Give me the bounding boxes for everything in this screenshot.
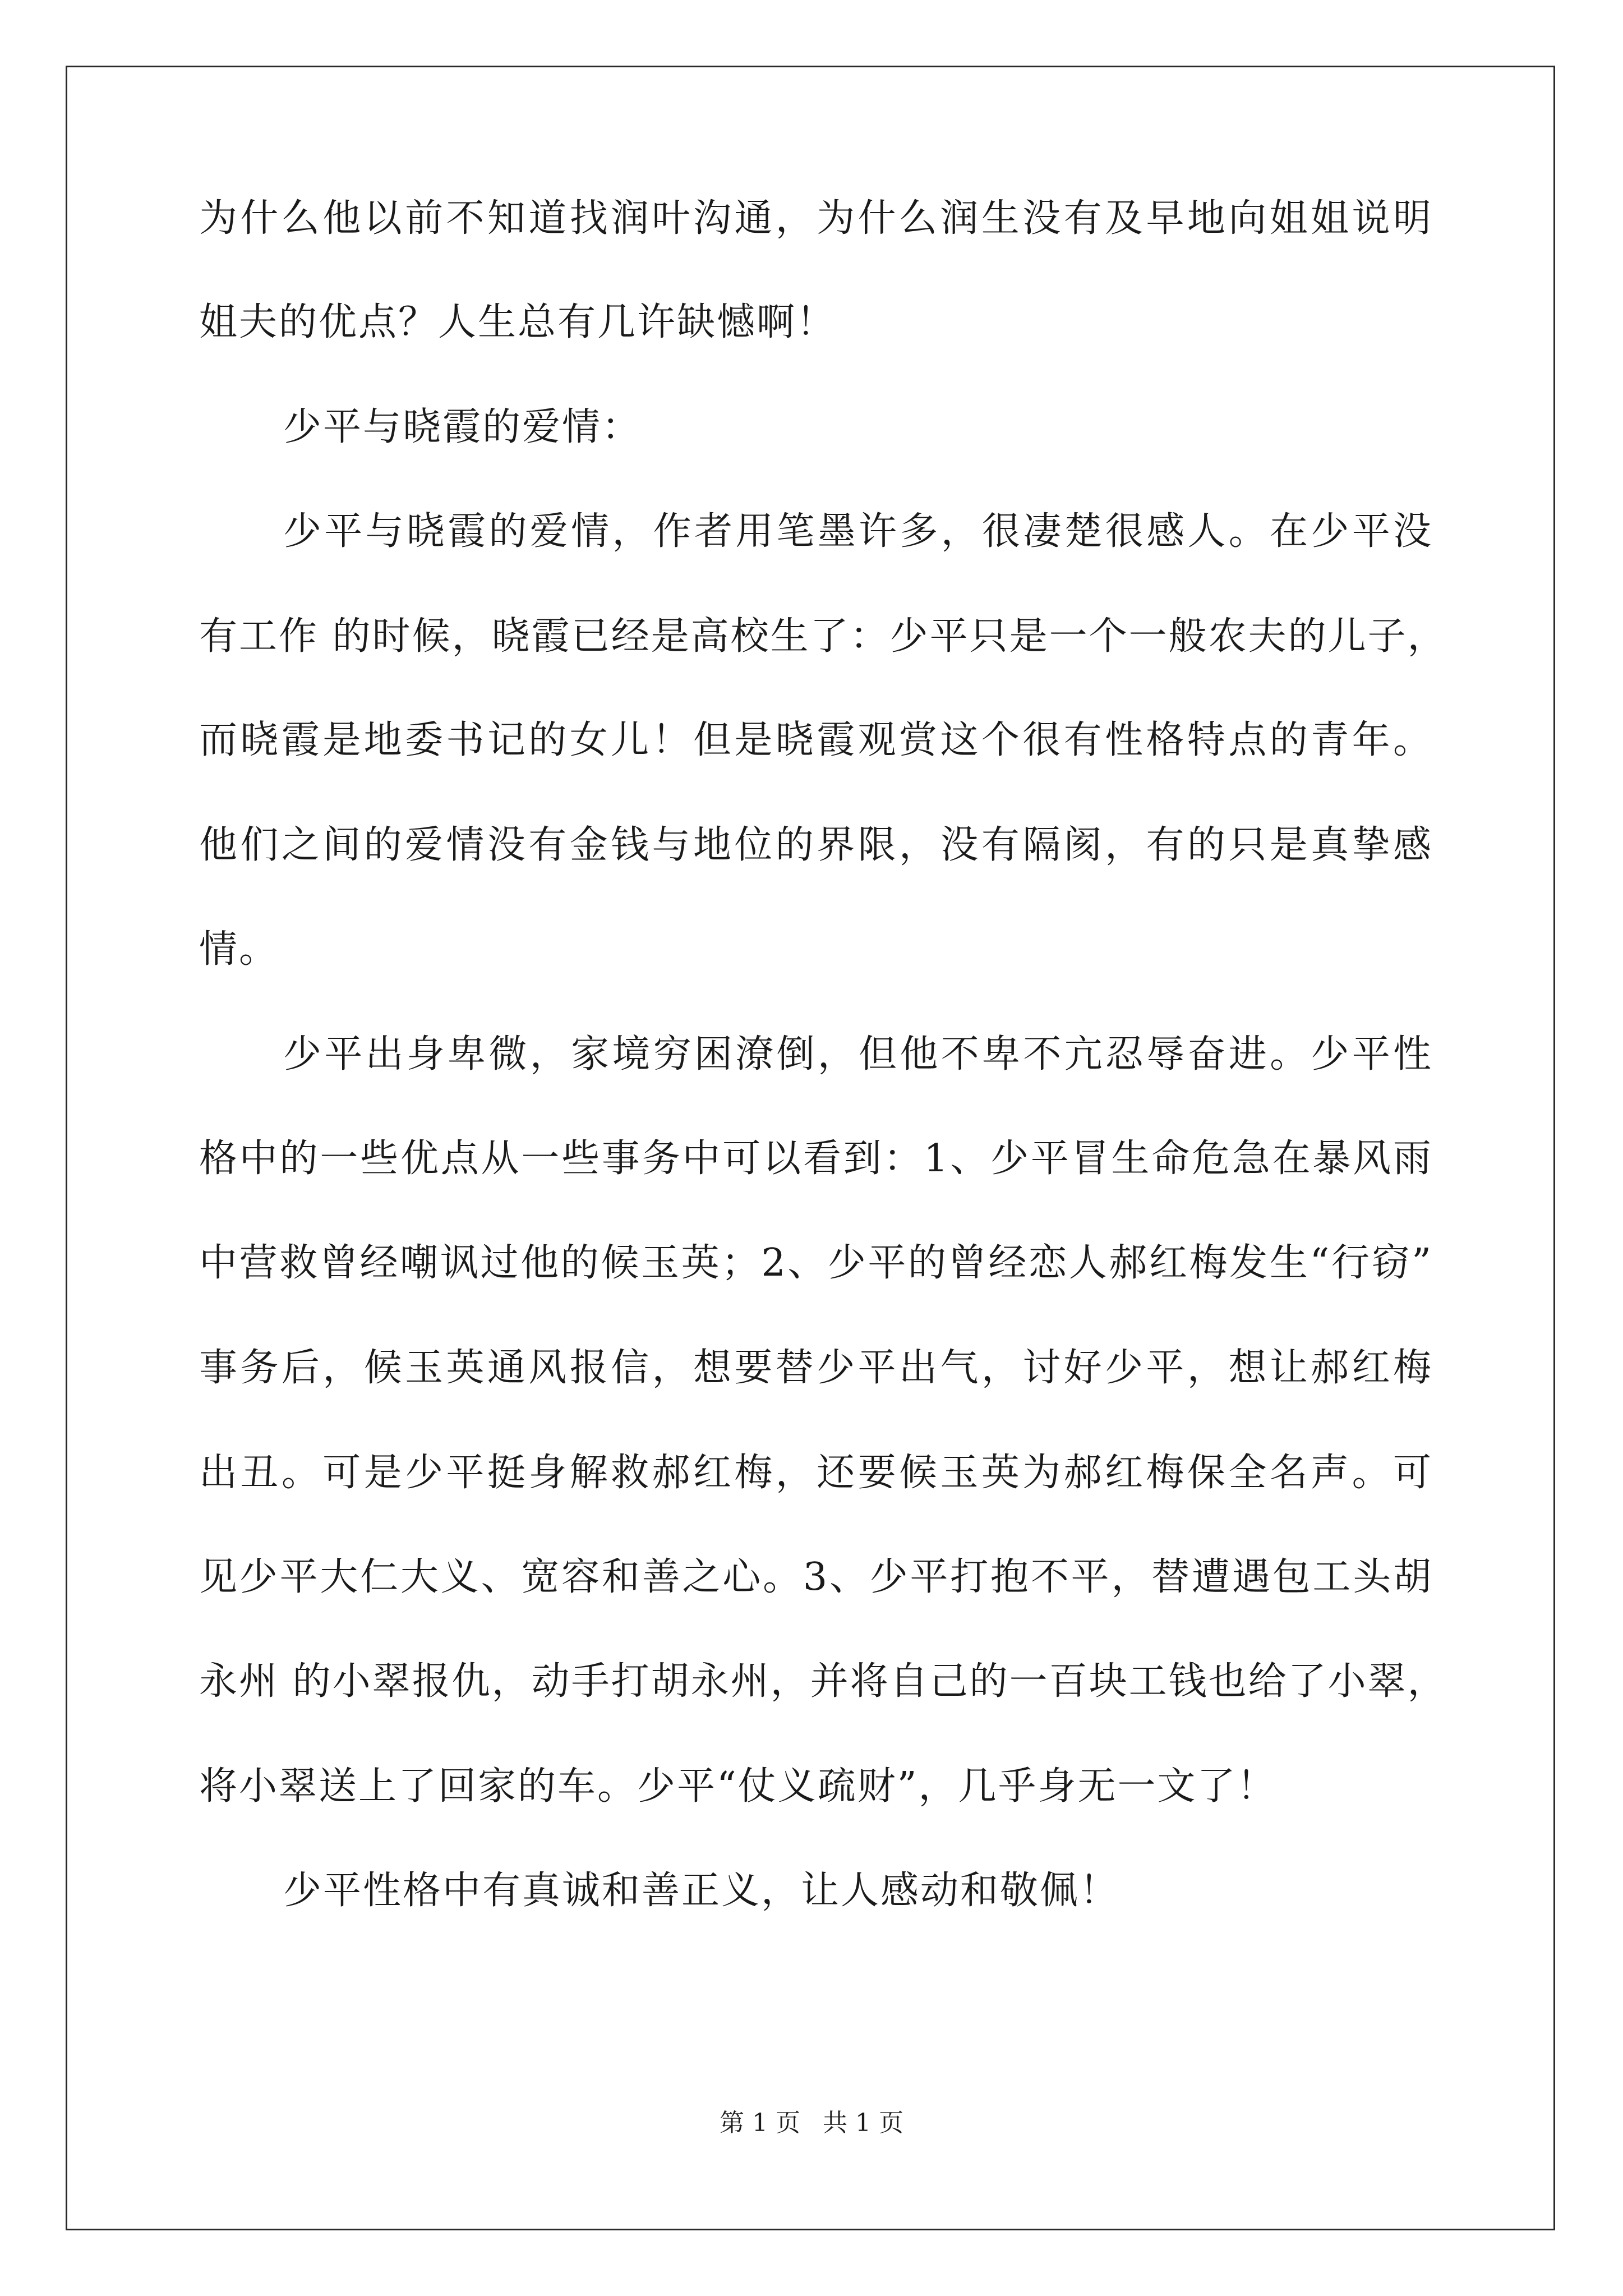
text-line: 永州 的小翠报仇，动手打胡永州，并将自己的一百块工钱也给了小翠， xyxy=(199,1659,1447,1704)
text-line: 少平性格中有真诚和善正义，让人感动和敬佩！ xyxy=(283,1869,1120,1913)
text-line: 格中的一些优点从一些事务中可以看到：1、少平冒生命危急在暴风雨 xyxy=(199,1137,1433,1181)
text-line: 见少平大仁大义、宽容和善之心。3、少平打抱不平，替遭遇包工头胡 xyxy=(199,1555,1433,1599)
text-line: 事务后，候玉英通风报信，想要替少平出气，讨好少平，想让郝红梅 xyxy=(199,1346,1433,1390)
text-line: 为什么他以前不知道找润叶沟通，为什么润生没有及早地向姐姐说明 xyxy=(199,196,1433,241)
text-line: 出丑。可是少平挺身解救郝红梅，还要候玉英为郝红梅保全名声。可 xyxy=(199,1451,1433,1495)
page-number: 第 1 页 xyxy=(720,2109,800,2137)
text-line: 姐夫的优点？人生总有几许缺憾啊！ xyxy=(199,300,837,344)
text-line: 有工作 的时候，晓霞已经是高校生了：少平只是一个一般农夫的儿子， xyxy=(199,614,1447,659)
paragraph-heading: 少平与晓霞的爱情： xyxy=(283,405,642,449)
text-line: 中营救曾经嘲讽过他的候玉英；2、少平的曾经恋人郝红梅发生“行窃” xyxy=(199,1241,1433,1285)
text-line: 少平与晓霞的爱情，作者用笔墨许多，很凄楚很感人。在少平没 xyxy=(283,509,1433,554)
text-line: 而晓霞是地委书记的女儿！但是晓霞观赏这个很有性格特点的青年。 xyxy=(199,718,1433,762)
text-line: 他们之间的爱情没有金钱与地位的界限，没有隔阂，有的只是真挚感 xyxy=(199,823,1433,867)
text-line: 将小翠送上了回家的车。少平“仗义疏财”，几乎身无一文了！ xyxy=(199,1764,1277,1809)
text-line: 少平出身卑微，家境穷困潦倒，但他不卑不亢忍辱奋进。少平性 xyxy=(283,1032,1433,1076)
text-line: 情。 xyxy=(199,927,279,972)
page-total: 共 1 页 xyxy=(823,2109,903,2137)
page-footer xyxy=(0,2106,1623,2140)
